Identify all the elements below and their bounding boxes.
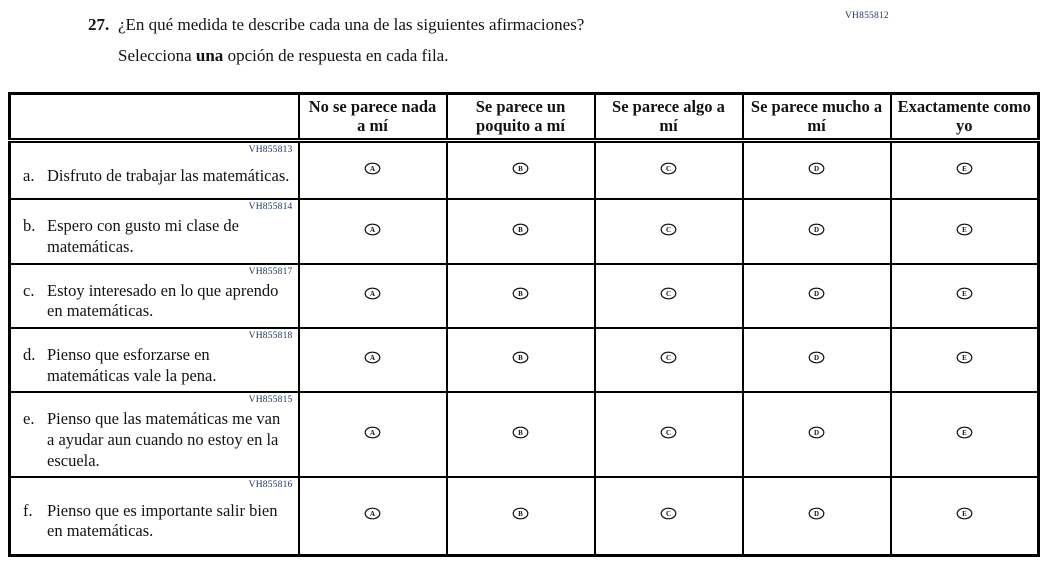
row-accession-code: VH855815 bbox=[248, 395, 293, 406]
statement-column-header-empty bbox=[10, 94, 299, 141]
svg-text:B: B bbox=[518, 428, 523, 437]
row-accession-code: VH855816 bbox=[248, 480, 293, 491]
svg-text:D: D bbox=[813, 354, 820, 363]
answer-option-d-D[interactable] bbox=[808, 351, 825, 364]
answer-option-a-E[interactable] bbox=[956, 162, 973, 175]
statement-text: Pienso que las matemáticas me van a ayudar aun cuando no estoy en la escuela. bbox=[47, 409, 281, 470]
answer-option-f-D[interactable] bbox=[808, 507, 825, 520]
statement-text: Pienso que es importante salir bien en matemáticas. bbox=[47, 500, 278, 541]
svg-text:A: A bbox=[369, 354, 376, 363]
answer-option-a-B[interactable] bbox=[512, 162, 529, 175]
statement-text: Estoy interesado en lo que aprendo en matemáticas. bbox=[47, 280, 279, 321]
svg-text:A: A bbox=[369, 164, 376, 173]
answer-option-e-C[interactable] bbox=[660, 426, 677, 439]
statement-text: Pienso que esforzarse en matemáticas vale la pena. bbox=[47, 344, 217, 385]
answer-option-cell bbox=[595, 392, 743, 477]
instruction-bold-word: una bbox=[195, 46, 224, 66]
row-accession-code: VH855813 bbox=[248, 144, 293, 155]
svg-text:D: D bbox=[813, 428, 820, 437]
answer-option-e-A[interactable] bbox=[364, 426, 381, 439]
answer-option-cell bbox=[299, 264, 447, 328]
svg-text:D: D bbox=[813, 289, 820, 298]
statement-letter: b. bbox=[23, 216, 36, 236]
column-header-se-parece-algo: Se parece algo a mí bbox=[595, 94, 743, 141]
answer-option-cell bbox=[299, 140, 447, 199]
svg-text:B: B bbox=[518, 510, 523, 519]
answer-option-cell bbox=[891, 477, 1039, 555]
row-accession-code: VH855818 bbox=[248, 330, 293, 341]
svg-text:D: D bbox=[813, 225, 820, 234]
svg-text:A: A bbox=[369, 428, 376, 437]
answer-option-cell bbox=[595, 264, 743, 328]
svg-text:C: C bbox=[665, 289, 672, 298]
answer-option-c-C[interactable] bbox=[660, 287, 677, 300]
column-header-se-parece-mucho: Se parece mucho a mí bbox=[743, 94, 891, 141]
row-accession-code: VH855817 bbox=[248, 266, 293, 277]
statement bbox=[23, 216, 292, 257]
row-accession-code: VH855814 bbox=[248, 202, 293, 213]
statement-letter: d. bbox=[23, 344, 36, 364]
answer-option-cell bbox=[743, 199, 891, 263]
answer-option-cell bbox=[743, 477, 891, 555]
answer-option-b-D[interactable] bbox=[808, 223, 825, 236]
svg-text:E: E bbox=[961, 225, 967, 234]
answer-option-e-E[interactable] bbox=[956, 426, 973, 439]
answer-option-c-A[interactable] bbox=[364, 287, 381, 300]
statement-letter: f. bbox=[23, 500, 33, 520]
answer-option-cell bbox=[447, 477, 595, 555]
instruction-text bbox=[118, 46, 848, 66]
answer-option-cell bbox=[447, 328, 595, 392]
answer-option-f-B[interactable] bbox=[512, 507, 529, 520]
answer-option-cell bbox=[447, 392, 595, 477]
column-header-no-se-parece-nada: No se parece nada a mí bbox=[299, 94, 447, 141]
answer-option-cell bbox=[299, 328, 447, 392]
matrix-table-body bbox=[10, 140, 1039, 555]
svg-text:C: C bbox=[665, 225, 672, 234]
svg-text:C: C bbox=[665, 354, 672, 363]
svg-text:B: B bbox=[518, 289, 523, 298]
svg-text:E: E bbox=[961, 428, 967, 437]
table-row bbox=[10, 199, 1039, 263]
answer-option-cell bbox=[743, 264, 891, 328]
answer-option-cell bbox=[595, 477, 743, 555]
answer-option-d-B[interactable] bbox=[512, 351, 529, 364]
question-number: 27. bbox=[88, 15, 110, 34]
table-row bbox=[10, 264, 1039, 328]
answer-option-a-C[interactable] bbox=[660, 162, 677, 175]
statement-cell bbox=[10, 140, 299, 199]
answer-option-cell bbox=[891, 328, 1039, 392]
answer-option-cell bbox=[891, 264, 1039, 328]
statement-cell bbox=[10, 264, 299, 328]
answer-option-c-D[interactable] bbox=[808, 287, 825, 300]
svg-text:C: C bbox=[665, 510, 672, 519]
answer-option-cell bbox=[743, 392, 891, 477]
answer-option-cell bbox=[447, 264, 595, 328]
column-header-exactamente-como-yo: Exactamente como yo bbox=[891, 94, 1039, 141]
svg-text:D: D bbox=[813, 510, 820, 519]
answer-option-cell bbox=[595, 199, 743, 263]
answer-option-cell bbox=[299, 392, 447, 477]
statement-cell bbox=[10, 328, 299, 392]
svg-text:B: B bbox=[518, 354, 523, 363]
table-row bbox=[10, 328, 1039, 392]
header-row bbox=[10, 94, 1039, 141]
answer-option-cell bbox=[595, 140, 743, 199]
statement-cell bbox=[10, 392, 299, 477]
statement bbox=[23, 166, 292, 187]
answer-option-b-E[interactable] bbox=[956, 223, 973, 236]
statement bbox=[23, 345, 292, 386]
instruction-suffix: opción de respuesta en cada fila. bbox=[223, 46, 449, 66]
question-text: ¿En qué medida te describe cada una de las siguientes afirmaciones? bbox=[118, 15, 585, 34]
svg-text:D: D bbox=[813, 164, 820, 173]
answer-option-c-B[interactable] bbox=[512, 287, 529, 300]
answer-option-b-C[interactable] bbox=[660, 223, 677, 236]
svg-text:E: E bbox=[961, 354, 967, 363]
statement-text: Disfruto de trabajar las matemáticas. bbox=[47, 165, 290, 185]
table-row bbox=[10, 140, 1039, 199]
column-header-se-parece-un-poquito: Se parece un poquito a mí bbox=[447, 94, 595, 141]
svg-text:B: B bbox=[518, 225, 523, 234]
answer-option-cell bbox=[891, 392, 1039, 477]
question-line bbox=[88, 15, 848, 35]
table-row bbox=[10, 392, 1039, 477]
answer-option-cell bbox=[595, 328, 743, 392]
answer-option-f-C[interactable] bbox=[660, 507, 677, 520]
svg-text:C: C bbox=[665, 164, 672, 173]
response-matrix-table bbox=[8, 92, 1040, 557]
answer-option-cell bbox=[447, 140, 595, 199]
svg-text:E: E bbox=[961, 164, 967, 173]
statement bbox=[23, 409, 292, 471]
svg-text:A: A bbox=[369, 225, 376, 234]
question-accession-code: VH855812 bbox=[845, 11, 889, 21]
statement-cell bbox=[10, 199, 299, 263]
answer-option-cell bbox=[447, 199, 595, 263]
answer-option-a-D[interactable] bbox=[808, 162, 825, 175]
answer-option-e-B[interactable] bbox=[512, 426, 529, 439]
answer-option-b-A[interactable] bbox=[364, 223, 381, 236]
statement-letter: a. bbox=[23, 165, 35, 185]
answer-option-d-C[interactable] bbox=[660, 351, 677, 364]
instruction-prefix: Selecciona bbox=[118, 46, 196, 66]
answer-option-cell bbox=[299, 477, 447, 555]
statement-text: Espero con gusto mi clase de matemáticas. bbox=[47, 216, 239, 257]
table-row bbox=[10, 477, 1039, 555]
answer-option-d-A[interactable] bbox=[364, 351, 381, 364]
svg-text:E: E bbox=[961, 289, 967, 298]
answer-option-cell bbox=[743, 328, 891, 392]
statement bbox=[23, 501, 292, 542]
svg-text:B: B bbox=[518, 164, 523, 173]
svg-text:A: A bbox=[369, 510, 376, 519]
svg-text:E: E bbox=[961, 510, 967, 519]
answer-option-c-E[interactable] bbox=[956, 287, 973, 300]
answer-option-f-A[interactable] bbox=[364, 507, 381, 520]
answer-option-a-A[interactable] bbox=[364, 162, 381, 175]
answer-option-b-B[interactable] bbox=[512, 223, 529, 236]
svg-text:C: C bbox=[665, 428, 672, 437]
statement-letter: c. bbox=[23, 280, 35, 300]
answer-option-d-E[interactable] bbox=[956, 351, 973, 364]
answer-option-cell bbox=[299, 199, 447, 263]
answer-option-cell bbox=[891, 199, 1039, 263]
answer-option-f-E[interactable] bbox=[956, 507, 973, 520]
question-block bbox=[88, 15, 848, 66]
answer-option-cell bbox=[743, 140, 891, 199]
answer-option-e-D[interactable] bbox=[808, 426, 825, 439]
answer-option-cell bbox=[891, 140, 1039, 199]
statement-letter: e. bbox=[23, 409, 35, 429]
svg-text:A: A bbox=[369, 289, 376, 298]
statement-cell bbox=[10, 477, 299, 555]
statement bbox=[23, 281, 292, 322]
